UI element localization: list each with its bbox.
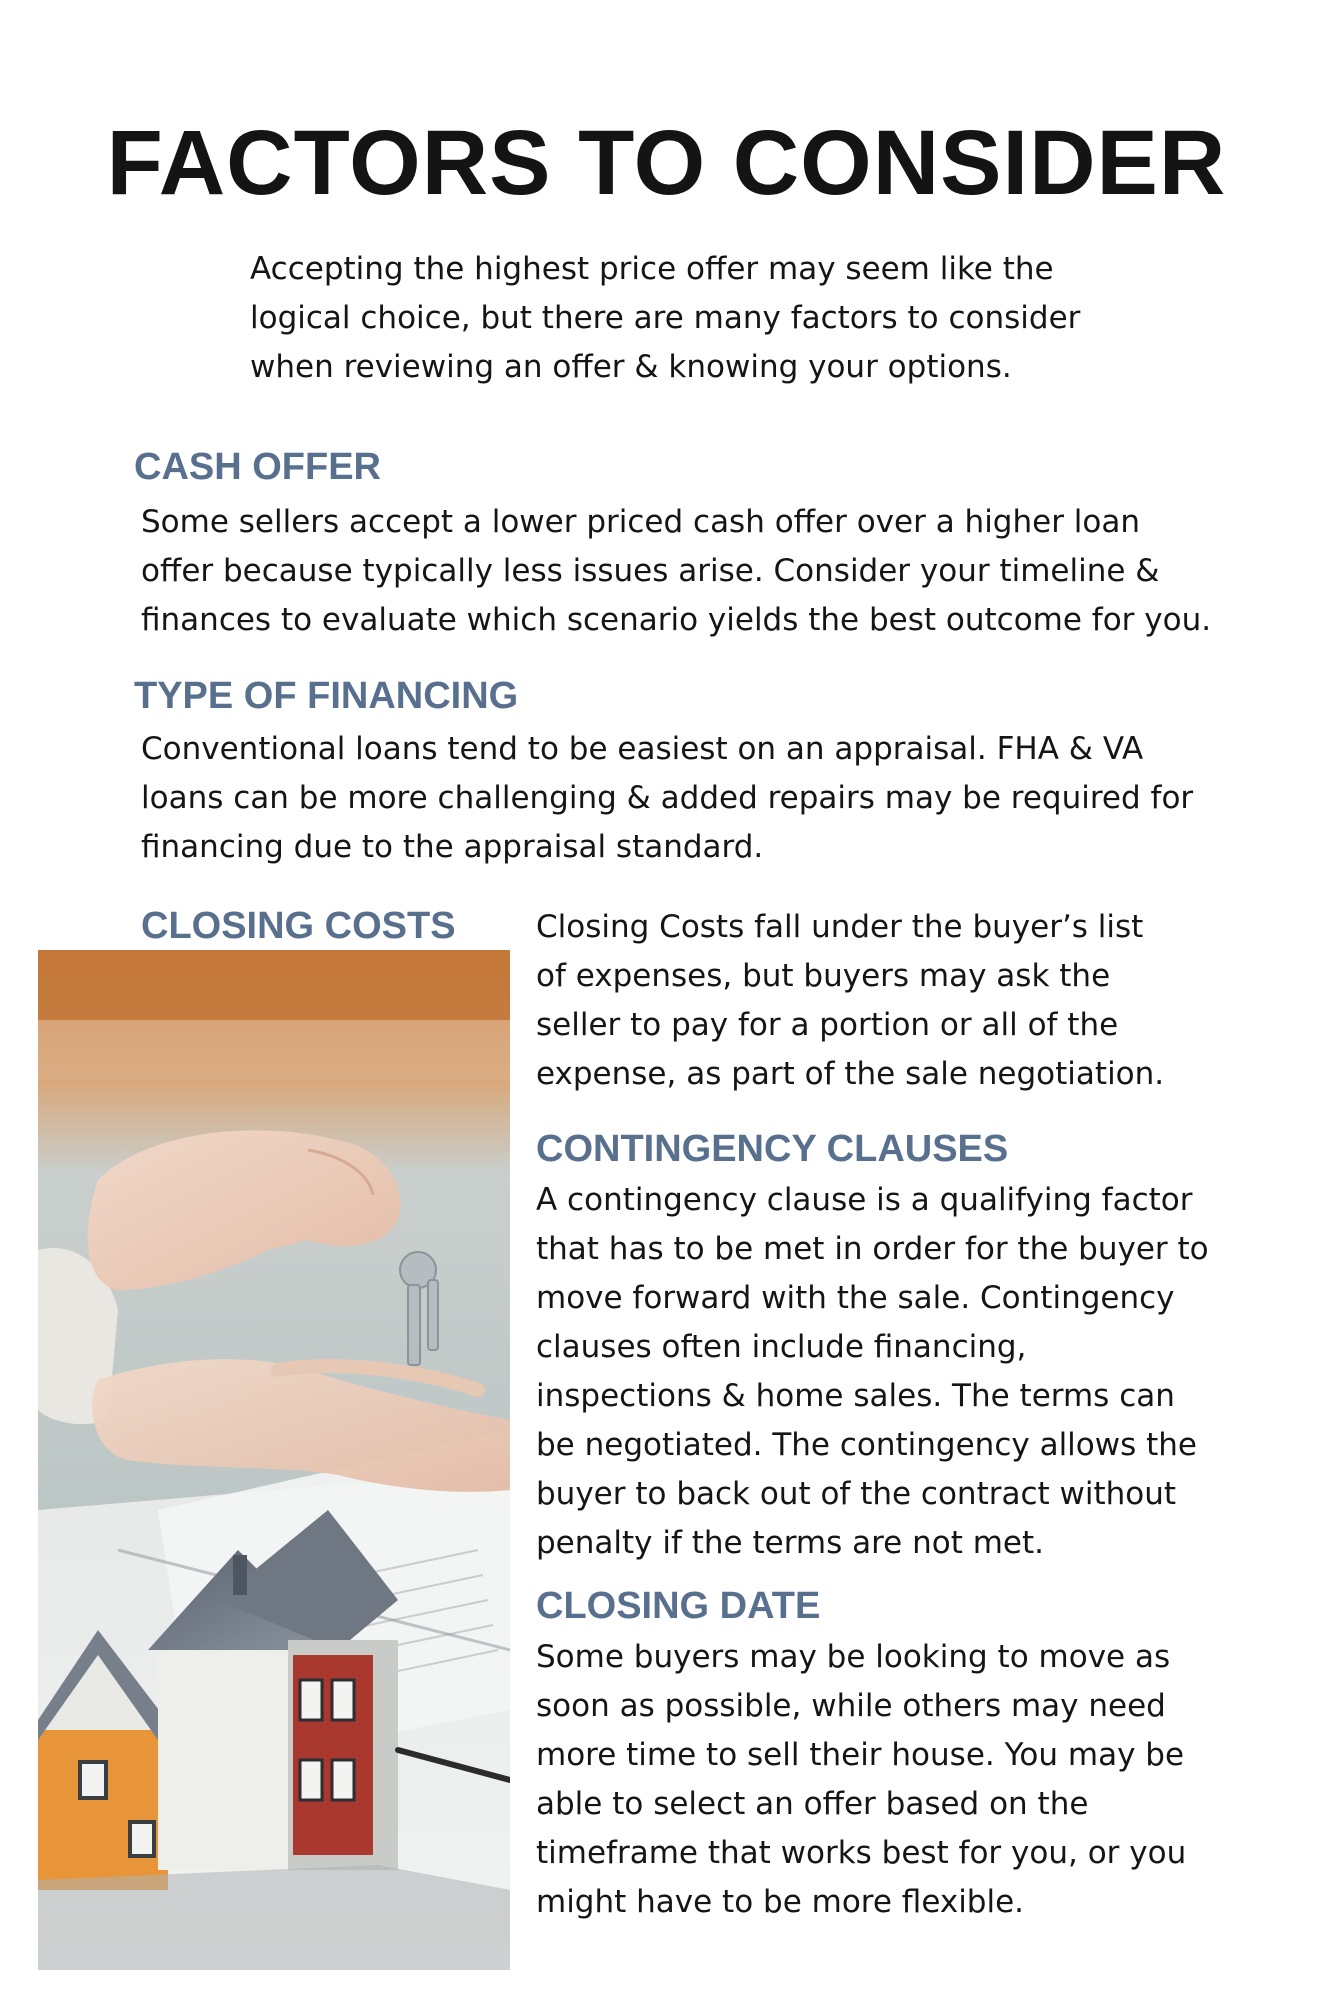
cash-offer-text bbox=[141, 498, 1212, 645]
text-line: loans can be more challenging & added repairs may be required for bbox=[141, 780, 1194, 816]
financing-text bbox=[141, 725, 1201, 872]
text-line: finances to evaluate which scenario yields the best outcome for you. bbox=[141, 602, 1212, 638]
text-line: A contingency clause is a qualifying factor bbox=[536, 1182, 1193, 1218]
text-line: timeframe that works best for you, or you bbox=[536, 1835, 1187, 1871]
text-line: that has to be met in order for the buyer to bbox=[536, 1231, 1209, 1267]
financing-heading: TYPE OF FINANCING bbox=[134, 675, 519, 717]
closing-date-heading: CLOSING DATE bbox=[536, 1585, 821, 1627]
text-line: offer because typically less issues arise. Consider your timeline & bbox=[141, 553, 1160, 589]
text-line: penalty if the terms are not met. bbox=[536, 1525, 1044, 1561]
text-line: expense, as part of the sale negotiation. bbox=[536, 1056, 1165, 1092]
text-line: able to select an offer based on the bbox=[536, 1786, 1089, 1822]
page-title: FACTORS TO CONSIDER bbox=[106, 112, 1227, 214]
text-line: clauses often include financing, bbox=[536, 1329, 1027, 1365]
text-line: move forward with the sale. Contingency bbox=[536, 1280, 1175, 1316]
text-line: Conventional loans tend to be easiest on an appraisal. FHA & VA bbox=[141, 731, 1144, 767]
keys-handover-photo bbox=[38, 950, 510, 1970]
closing-costs-heading: CLOSING COSTS bbox=[141, 905, 456, 947]
text-line: of expenses, but buyers may ask the bbox=[536, 958, 1111, 994]
text-line: financing due to the appraisal standard. bbox=[141, 829, 764, 865]
text-line: buyer to back out of the contract without bbox=[536, 1476, 1177, 1512]
intro-line: when reviewing an offer & knowing your options. bbox=[250, 349, 1012, 385]
text-line: Some sellers accept a lower priced cash offer over a higher loan bbox=[141, 504, 1141, 540]
text-line: might have to be more flexible. bbox=[536, 1884, 1025, 1920]
text-line: be negotiated. The contingency allows the bbox=[536, 1427, 1197, 1463]
text-line: inspections & home sales. The terms can bbox=[536, 1378, 1175, 1414]
intro-line: Accepting the highest price offer may seem like the bbox=[250, 251, 1054, 287]
closing-date-text bbox=[536, 1633, 1216, 1927]
contingency-heading: CONTINGENCY CLAUSES bbox=[536, 1128, 1009, 1170]
intro-line: logical choice, but there are many factors to consider bbox=[250, 300, 1081, 336]
text-line: seller to pay for a portion or all of the bbox=[536, 1007, 1119, 1043]
text-line: Closing Costs fall under the buyer’s list bbox=[536, 909, 1144, 945]
contingency-text bbox=[536, 1176, 1216, 1568]
intro-paragraph bbox=[250, 245, 1110, 392]
text-line: more time to sell their house. You may be bbox=[536, 1737, 1185, 1773]
text-line: soon as possible, while others may need bbox=[536, 1688, 1166, 1724]
closing-costs-text bbox=[536, 903, 1216, 1099]
text-line: Some buyers may be looking to move as bbox=[536, 1639, 1171, 1675]
cash-offer-heading: CASH OFFER bbox=[134, 446, 381, 488]
